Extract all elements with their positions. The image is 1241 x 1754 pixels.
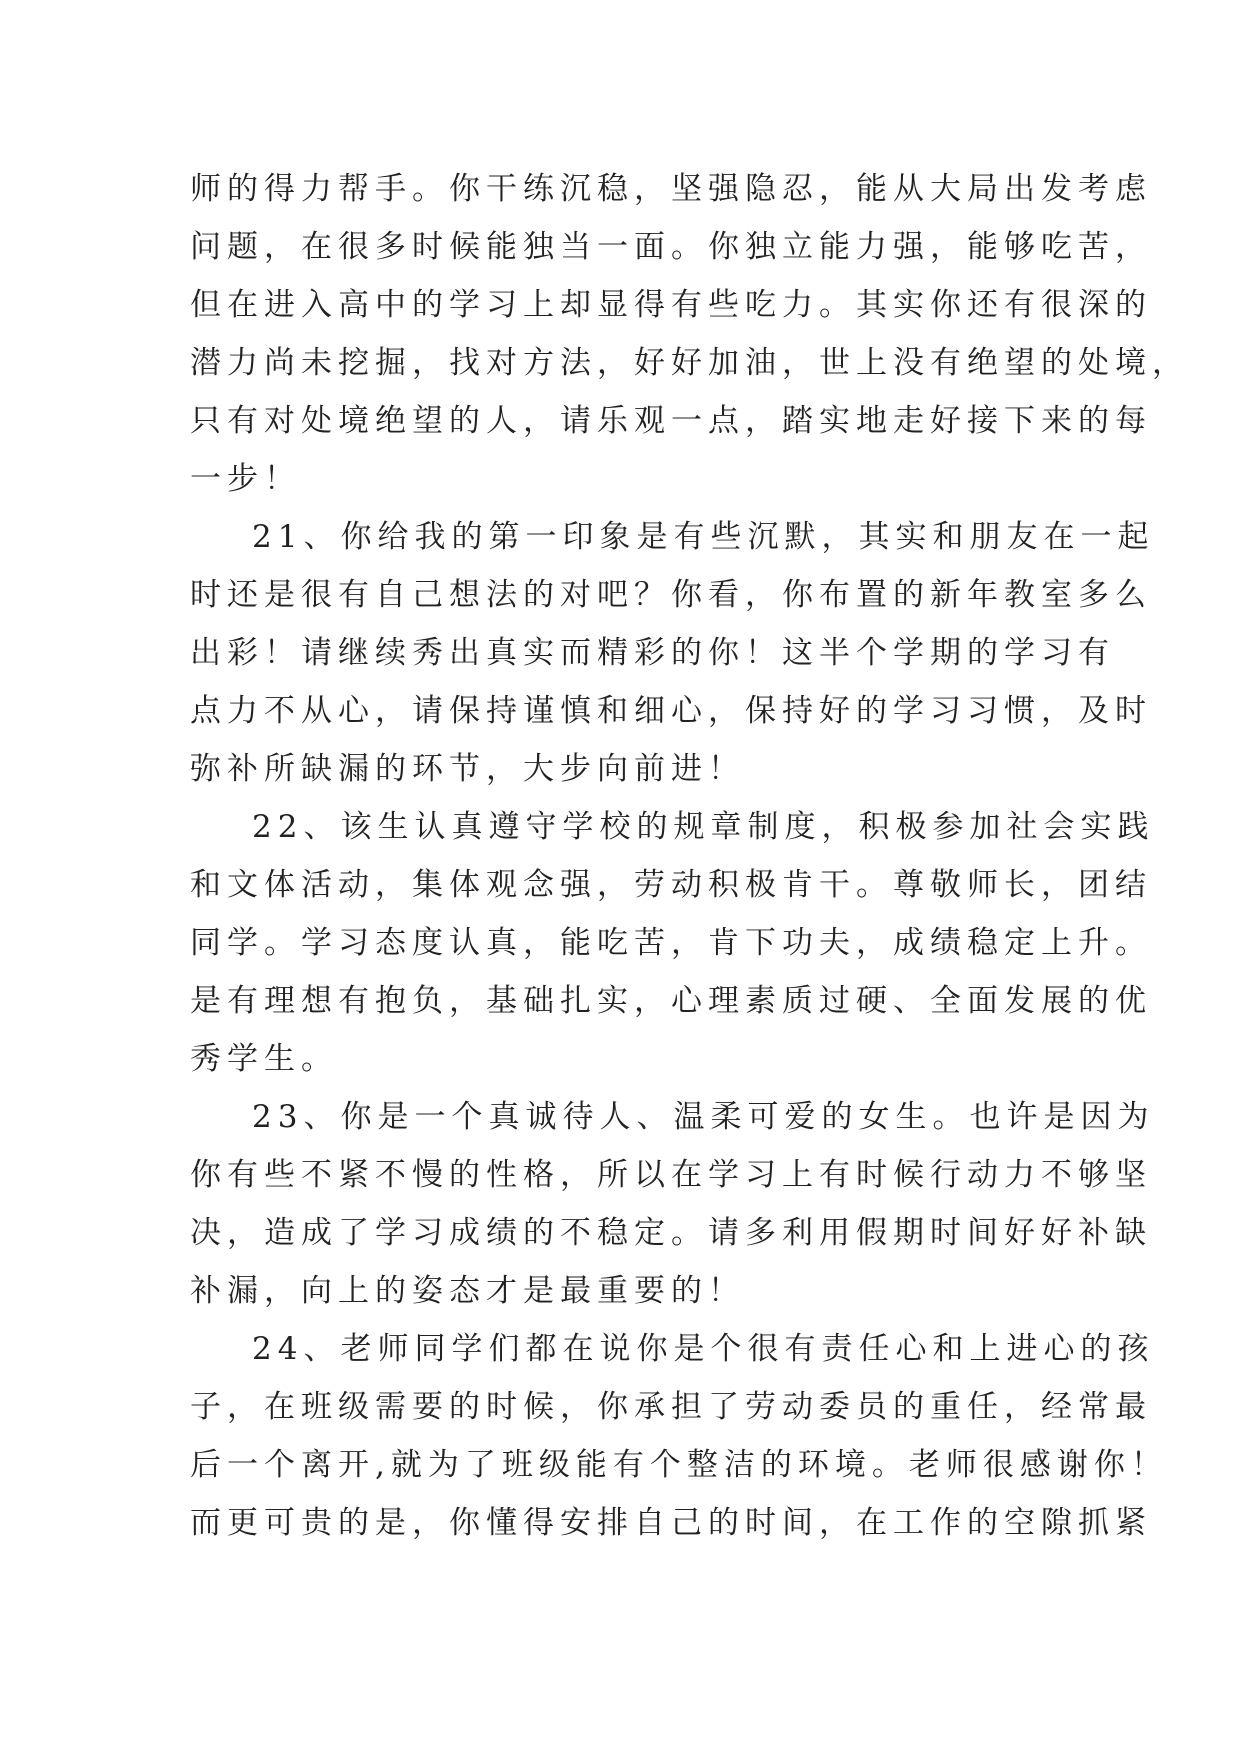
- text-line: 师的得力帮手。你干练沉稳，坚强隐忍，能从大局出发考虑: [190, 171, 1152, 207]
- text-line: 潜力尚未挖掘，找对方法，好好加油，世上没有绝望的处境，: [190, 345, 1189, 381]
- text-line: 只有对处境绝望的人，请乐观一点，踏实地走好接下来的每: [190, 403, 1152, 439]
- text-line: 出彩！请继续秀出真实而精彩的你！这半个学期的学习有: [190, 635, 1115, 671]
- text-line: 时还是很有自己想法的对吧？你看，你布置的新年教室多么: [190, 577, 1152, 613]
- text-line: 而更可贵的是，你懂得安排自己的时间，在工作的空隙抓紧: [190, 1505, 1152, 1541]
- text-line: 秀学生。: [190, 1041, 338, 1077]
- text-line: 补漏，向上的姿态才是最重要的！: [190, 1273, 745, 1309]
- text-line: 和文体活动，集体观念强，劳动积极肯干。尊敬师长，团结: [190, 867, 1152, 903]
- document-body: [190, 160, 1189, 1552]
- text-line: 24、老师同学们都在说你是个很有责任心和上进心的孩: [252, 1331, 1155, 1367]
- text-line: 点力不从心，请保持谨慎和细心，保持好的学习习惯，及时: [190, 693, 1152, 729]
- text-line: 弥补所缺漏的环节，大步向前进！: [190, 751, 745, 787]
- text-line: 23、你是一个真诚待人、温柔可爱的女生。也许是因为: [252, 1099, 1155, 1135]
- text-line: 后一个离开,就为了班级能有个整洁的环境。老师很感谢你！: [190, 1447, 1168, 1483]
- text-line: 子，在班级需要的时候，你承担了劳动委员的重任，经常最: [190, 1389, 1152, 1425]
- text-line: 22、该生认真遵守学校的规章制度，积极参加社会实践: [252, 809, 1155, 845]
- text-line: 你有些不紧不慢的性格，所以在学习上有时候行动力不够坚: [190, 1157, 1152, 1193]
- text-line: 是有理想有抱负，基础扎实，心理素质过硬、全面发展的优: [190, 983, 1152, 1019]
- text-line: 但在进入高中的学习上却显得有些吃力。其实你还有很深的: [190, 287, 1152, 323]
- text-line: 同学。学习态度认真，能吃苦，肯下功夫，成绩稳定上升。: [190, 925, 1152, 961]
- text-line: 一步！: [190, 461, 301, 497]
- text-line: 问题，在很多时候能独当一面。你独立能力强，能够吃苦，: [190, 229, 1152, 265]
- text-line: 决，造成了学习成绩的不稳定。请多利用假期时间好好补缺: [190, 1215, 1152, 1251]
- text-line: 21、你给我的第一印象是有些沉默，其实和朋友在一起: [252, 519, 1155, 555]
